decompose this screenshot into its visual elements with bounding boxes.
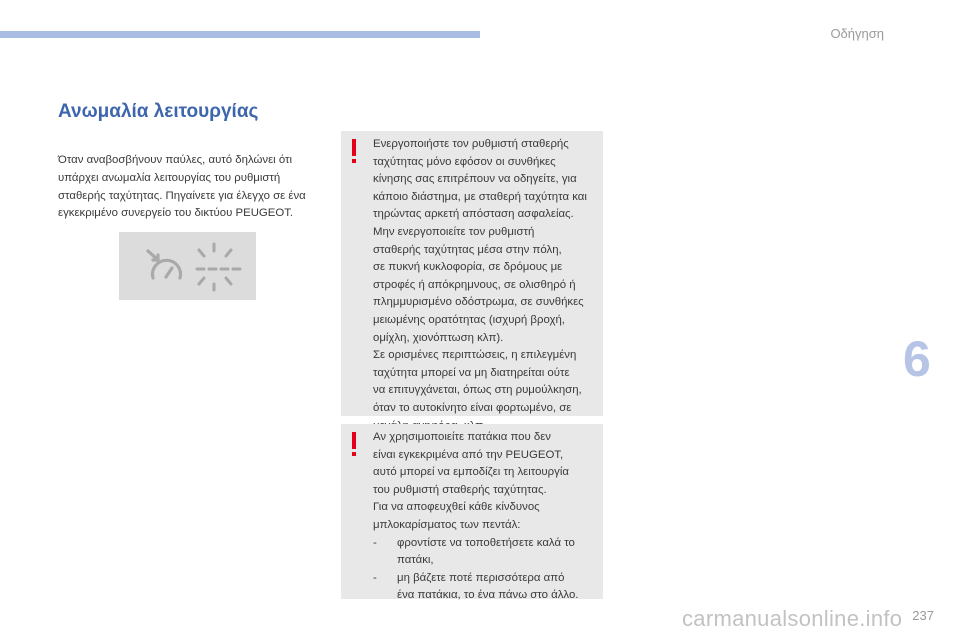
text-line: στροφές ή απόκρημνους, σε ολισθηρό ή bbox=[373, 278, 576, 291]
text-line: ταχύτητας μόνο εφόσον οι συνθήκες bbox=[373, 155, 556, 168]
warning-box-usage bbox=[341, 131, 603, 416]
bullet-dash: - bbox=[373, 536, 377, 549]
watermark-text: carmanualsonline.info bbox=[682, 606, 903, 631]
text-line: Αν χρησιμοποιείτε πατάκια που δεν bbox=[373, 431, 551, 443]
text-line: μη βάζετε ποτέ περισσότερα από bbox=[397, 571, 565, 584]
text-line: μπλοκαρίσματος των πεντάλ: bbox=[373, 518, 521, 531]
text-line: σε πυκνή κυκλοφορία, σε δρόμους με bbox=[373, 261, 563, 274]
text-line: τηρώντας αρκετή απόσταση ασφαλείας. bbox=[373, 208, 574, 221]
page-number: 237 bbox=[912, 608, 934, 623]
text-line: ένα πατάκια, το ένα πάνω στο άλλο. bbox=[397, 589, 579, 602]
speedometer-icon bbox=[148, 251, 181, 278]
page-title: Ανωμαλία λειτουργίας bbox=[58, 101, 259, 122]
text-line: μειωμένης ορατότητας (ισχυρή βροχή, bbox=[373, 313, 565, 326]
bullet-list bbox=[373, 535, 595, 605]
bullet-dash: - bbox=[373, 571, 377, 584]
cruise-control-display-figure bbox=[119, 232, 256, 300]
list-item bbox=[373, 535, 595, 570]
text-line: εγκεκριμένο συνεργείο του δικτύου PEUGEOT. bbox=[58, 207, 294, 220]
flashing-dashes-icon bbox=[197, 244, 240, 290]
text-line: όταν το αυτοκίνητο είναι φορτωμένο, σε bbox=[373, 401, 572, 414]
text-line: κίνησης σας επιτρέπουν να οδηγείτε, για bbox=[373, 173, 577, 186]
section-title: Οδήγηση bbox=[830, 26, 884, 41]
text-line: Όταν αναβοσβήνουν παύλες, αυτό δηλώνει ότι bbox=[58, 154, 293, 166]
text-line: ομίχλη, χιονόπτωση κλπ). bbox=[373, 331, 504, 344]
chapter-number: 6 bbox=[903, 331, 931, 387]
intro-paragraph bbox=[58, 152, 320, 223]
text-line: Σε ορισμένες περιπτώσεις, η επιλεγμένη bbox=[373, 349, 577, 362]
text-line: σταθερής ταχύτητας μέσα στην πόλη, bbox=[373, 243, 562, 256]
text-line: ταχύτητα μπορεί να μη διατηρείται ούτε bbox=[373, 366, 570, 379]
text-line: σταθερής ταχύτητας. Πηγαίνετε για έλεγχο σε ένα bbox=[58, 189, 306, 202]
list-item bbox=[373, 570, 595, 605]
text-line: αυτό μπορεί να εμποδίζει τη λειτουργία bbox=[373, 466, 569, 479]
exclamation-icon bbox=[349, 139, 359, 165]
text-line: κάποιο διάστημα, με σταθερή ταχύτητα και bbox=[373, 190, 587, 203]
text-line: Μην ενεργοποιείτε τον ρυθμιστή bbox=[373, 225, 535, 238]
warning-text bbox=[373, 136, 595, 435]
text-line: πατάκι, bbox=[397, 554, 434, 567]
text-line: Για να αποφευχθεί κάθε κίνδυνος bbox=[373, 501, 540, 514]
warning-box-floor-mats bbox=[341, 424, 603, 602]
text-line: είναι εγκεκριμένα από την PEUGEOT, bbox=[373, 448, 564, 461]
text-line: υπάρχει ανωμαλία λειτουργίας του ρυθμιστή bbox=[58, 171, 281, 184]
text-line: του ρυθμιστή σταθερής ταχύτητας. bbox=[373, 483, 547, 496]
text-line: φροντίστε να τοποθετήσετε καλά το bbox=[397, 536, 575, 549]
warning-text bbox=[373, 429, 595, 535]
exclamation-icon bbox=[349, 432, 359, 458]
text-line: πλημμυρισμένο οδόστρωμα, σε συνθήκες bbox=[373, 296, 584, 309]
text-line: να επιτυγχάνεται, όπως στη ρυμούλκηση, bbox=[373, 384, 582, 397]
text-line: Ενεργοποιήστε τον ρυθμιστή σταθερής bbox=[373, 138, 569, 150]
header-accent-bar bbox=[0, 31, 480, 38]
